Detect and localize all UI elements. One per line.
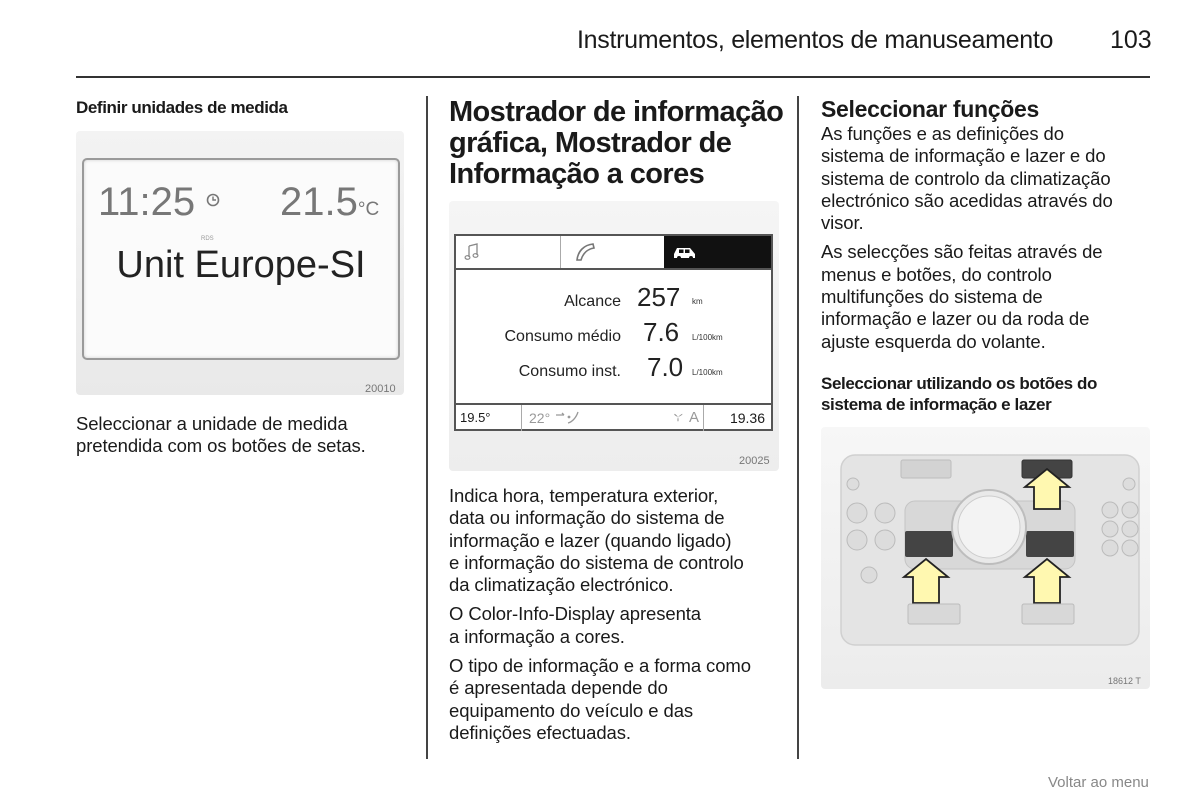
figure-radio-panel — [821, 427, 1150, 689]
section-heading-display — [449, 97, 789, 190]
tab-phone — [560, 236, 665, 268]
row-unit-range: km — [692, 297, 703, 306]
heading-line: Informação a cores — [449, 158, 705, 190]
section-heading-select-functions: Seleccionar funções — [821, 96, 1039, 122]
music-note-icon — [464, 243, 480, 261]
display-description — [449, 485, 794, 744]
fan-icon — [671, 410, 685, 424]
paragraph: Indica hora, temperatura exterior, data ou informação do sistema de informação e lazer (quando ligado) e informação do sistema de controlo da climatização electrónico. — [449, 485, 744, 596]
select-functions-text — [821, 123, 1156, 353]
paragraph: O tipo de informação e a forma como é apresentada depende do equipamento do veículo e das definições efectuadas. — [449, 655, 751, 743]
car-icon — [672, 244, 698, 260]
header-divider — [76, 76, 1150, 78]
status-clock: 19.36 — [729, 410, 765, 426]
figure-units-display — [76, 131, 404, 395]
status-set-temp: 22° — [522, 405, 700, 431]
column-divider-2 — [797, 96, 799, 759]
section-heading-units: Definir unidades de medida — [76, 98, 288, 117]
rds-label: RDS — [201, 236, 214, 242]
subheading-select-buttons: Seleccionar utilizando os botões do sistema de informação e lazer — [821, 374, 1097, 414]
figure-code: 18612 T — [1108, 676, 1141, 686]
display-temperature: 21.5°C — [280, 180, 380, 224]
airflow-icon — [554, 410, 584, 426]
temperature-unit: °C — [357, 199, 380, 220]
row-unit-avg-consumption: L/100km — [692, 333, 723, 342]
row-unit-inst-consumption: L/100km — [692, 368, 723, 377]
tab-bar — [456, 236, 771, 270]
units-instruction-text: Seleccionar a unidade de medida pretendida com os botões de setas. — [76, 413, 366, 457]
display-screen — [82, 158, 400, 360]
row-value-avg-consumption: 7.6 — [643, 317, 680, 347]
figure-code: 20025 — [739, 455, 770, 467]
figure-code: 20010 — [365, 383, 396, 395]
status-outside-temp: 19.5° — [456, 405, 522, 431]
heading-line: Mostrador de informação — [449, 96, 784, 128]
row-value-inst-consumption: 7.0 — [647, 352, 684, 382]
status-fan-mode: A — [644, 405, 704, 431]
climate-status-bar — [456, 403, 771, 431]
row-label-avg-consumption: Consumo médio — [504, 328, 621, 345]
row-label-range: Alcance — [564, 293, 621, 310]
display-unit-text: Unit Europe-SI — [116, 244, 366, 286]
display-time: 11:25 — [98, 180, 220, 225]
display-screen — [454, 234, 773, 431]
paragraph: As funções e as definições do sistema de informação e lazer e do sistema de controlo da climatização electrónico são acedidas através do visor. — [821, 123, 1113, 234]
row-value-range: 257 — [637, 282, 681, 312]
column-divider-1 — [426, 96, 428, 759]
phone-icon — [574, 242, 596, 262]
paragraph: As selecções são feitas através de menus e botões, do controlo multifunções do sistema de informação e lazer ou da roda de ajuste esquerda do volante. — [821, 241, 1103, 352]
heading-line: gráfica, Mostrador de — [449, 127, 732, 159]
page-number: 103 — [1110, 26, 1152, 54]
tab-audio — [456, 236, 561, 268]
row-label-inst-consumption: Consumo inst. — [518, 363, 621, 380]
running-header-title: Instrumentos, elementos de manuseamento — [577, 26, 1054, 54]
tab-vehicle — [664, 236, 771, 268]
clock-icon — [206, 193, 220, 207]
paragraph: O Color-Info-Display apresenta a informação a cores. — [449, 603, 701, 647]
figure-color-info-display — [449, 201, 779, 471]
radio-panel-illustration — [821, 427, 1150, 689]
back-to-menu-link[interactable]: Voltar ao menu — [1048, 774, 1149, 791]
